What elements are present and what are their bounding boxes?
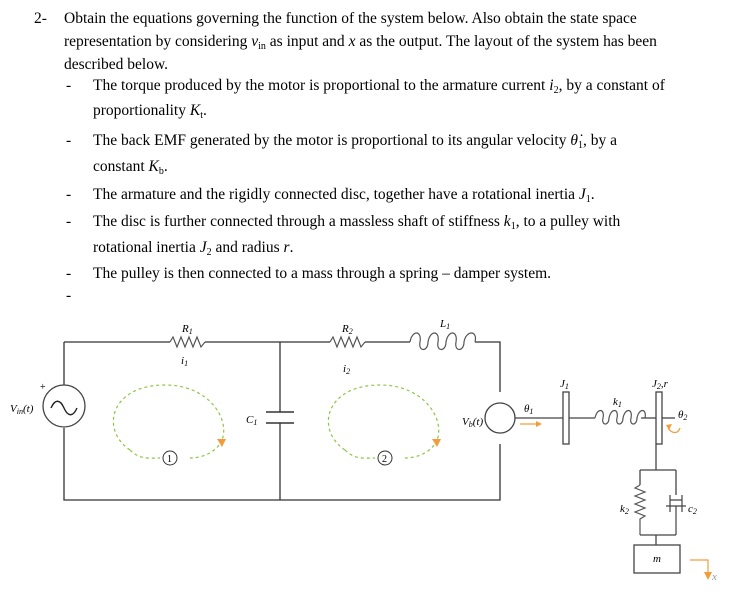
intro-line-2: representation by considering $v_{in}$ as input and x as the output. The layout of the system has been xyxy=(64,33,657,52)
spring-k1 xyxy=(595,411,645,425)
theta1-label: θ1 xyxy=(524,403,534,416)
disc-j1 xyxy=(563,392,569,444)
bullet-marker: - xyxy=(66,186,72,203)
bullet-marker: - xyxy=(66,132,72,149)
voltage-source xyxy=(43,385,85,427)
spring-k2 xyxy=(635,485,645,535)
bullet-5-line-1: The pulley is then connected to a mass through a spring – damper system. xyxy=(93,265,552,282)
theta2-label: θ2 xyxy=(678,409,688,422)
pulley-j2 xyxy=(656,392,662,444)
system-diagram xyxy=(0,300,742,592)
source-label: Vin(t) xyxy=(10,403,34,416)
r1-label: R1 xyxy=(182,323,193,336)
intro-line-3: described below. xyxy=(64,56,169,73)
resistor-r1 xyxy=(170,337,205,347)
k1-label: k1 xyxy=(613,396,622,409)
inductor-l1 xyxy=(410,333,475,350)
bullet-4-line-2: rotational inertia $J_2$ and radius r. xyxy=(93,239,294,258)
l1-label: L1 xyxy=(440,318,451,331)
damper-c2 xyxy=(666,495,686,535)
c1-label: C1 xyxy=(246,414,258,427)
mass-label: m xyxy=(653,553,661,565)
loop-1-path xyxy=(113,385,223,450)
r2-label: R2 xyxy=(342,323,353,336)
bullet-1-line-2: proportionality $K_t$. xyxy=(93,102,207,121)
bullet-marker-empty: - xyxy=(66,287,72,304)
i2-label: i2 xyxy=(343,363,351,376)
intro-line-1: Obtain the equations governing the function of the system below. Also obtain the state space xyxy=(64,10,637,27)
theta2-arrow xyxy=(668,428,680,433)
bullet-1-line-1: The torque produced by the motor is proportional to the armature current $i_2$, by a constant of xyxy=(93,77,665,96)
bullet-3-line-1: The armature and the rigidly connected disc, together have a rotational inertia $J_1$. xyxy=(93,186,595,205)
wire-top-right xyxy=(475,342,500,392)
bullet-marker: - xyxy=(66,77,72,94)
resistor-r2 xyxy=(330,337,365,347)
vb-label: Vb(t) xyxy=(462,416,484,429)
x-label: x xyxy=(712,571,717,583)
loop-1-number: 1 xyxy=(167,454,172,465)
plus-sign: + xyxy=(40,382,46,393)
i1-label: i1 xyxy=(181,355,189,368)
c2-label: c2 xyxy=(688,503,697,516)
bullet-2-line-1: The back EMF generated by the motor is proportional to its angular velocity $\thetȧ_1$, by a xyxy=(93,132,618,151)
problem-number: 2- xyxy=(34,10,47,27)
k2-label: k2 xyxy=(620,503,629,516)
bullet-marker: - xyxy=(66,265,72,282)
bullet-4-line-1: The disc is further connected through a massless shaft of stiffness $k_1$, to a pulley with xyxy=(93,213,621,232)
wire-bottom xyxy=(64,428,500,500)
bullet-2-line-2: constant $K_b$. xyxy=(93,158,168,177)
j2r-label: J2,r xyxy=(652,378,668,391)
bullet-marker: - xyxy=(66,213,72,230)
j1-label: J1 xyxy=(560,378,569,391)
motor-circle xyxy=(485,403,515,433)
loop-2-path xyxy=(328,385,438,450)
loop-2-number: 2 xyxy=(382,454,387,465)
